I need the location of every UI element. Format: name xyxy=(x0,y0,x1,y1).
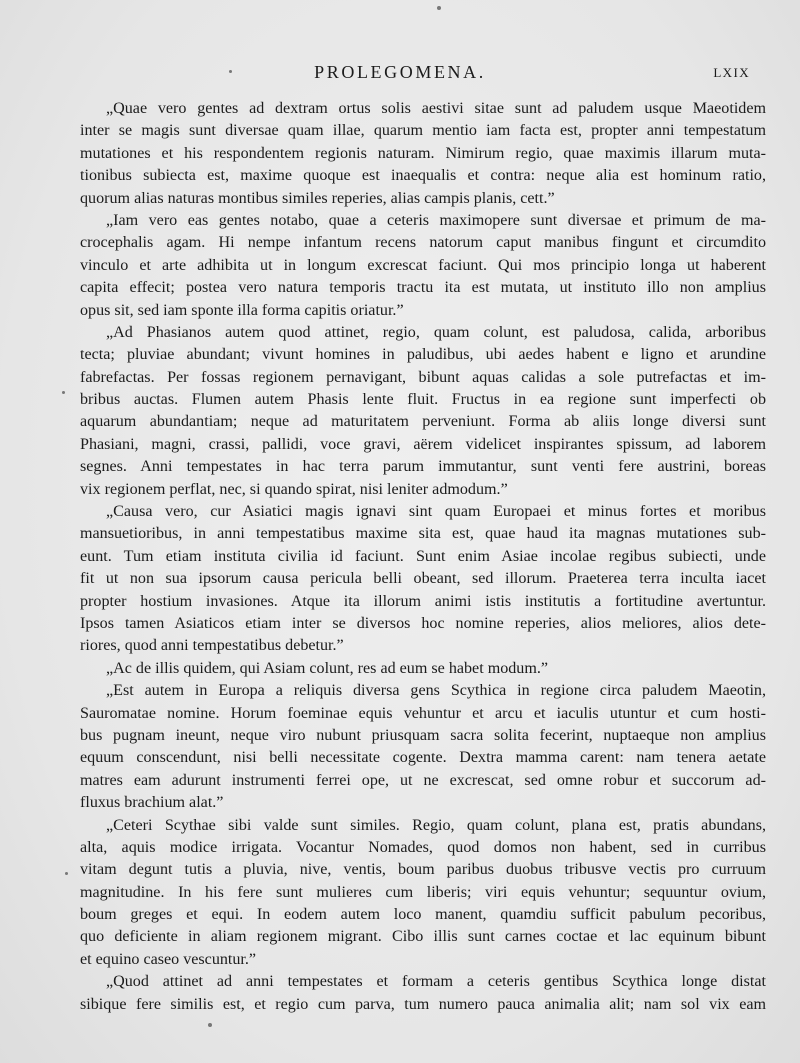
text-line: fabrefactas. Per fossas regionem pernavigant, bibunt aquas calidas a sole putrefactas et im- xyxy=(80,368,766,386)
text-line: sibique fere similis est, et regio cum parva, tum numero pauca animalia alit; nam sol vix eam xyxy=(80,995,766,1013)
text-line: „Est autem in Europa a reliquis diversa gens Scythica in regione circa paludem Maeotin, xyxy=(106,682,766,700)
text-line: equum conscendunt, nisi belli necessitate cogente. Dextra mamma carent: nam tenera aetate xyxy=(80,749,766,767)
text-line: bus pugnam ineunt, neque viro nubunt priusquam sacra solita fecerint, nuptaeque non amplius xyxy=(80,726,766,744)
text-line: „Ad Phasianos autem quod attinet, regio, quam colunt, est paludosa, calida, arboribus xyxy=(106,323,766,341)
text-line: matres eam adurunt instrumenti ferrei ope, ut ne excrescat, sed omne robur et succorum ad- xyxy=(80,771,766,789)
text-line: „Quae vero gentes ad dextram ortus solis aestivi sitae sunt ad paludem usque Maeotidem xyxy=(106,100,766,117)
text-line: bribus auctas. Flumen autem Phasis lente fluit. Fructus in ea regione sunt imperfecti ob xyxy=(80,391,766,409)
text-line: fit ut non sua ipsorum causa pericula belli obeant, sed illorum. Praeterea terra inculta iacet xyxy=(80,570,766,588)
text-line: tionibus subiecta est, maxime quoque est inaequalis et contra: neque alia est hominum ratio, xyxy=(80,167,766,185)
text-line: fluxus brachium alat.” xyxy=(80,794,224,812)
text-line: mansuetioribus, in anni tempestatibus maxime sita est, quae haud ita magnas mutationes sub- xyxy=(80,525,766,543)
page-number: LXIX xyxy=(713,65,750,80)
text-line: vitam degunt tutis a pluvia, nive, ventis, boum paribus duobus tribusve vectis pro curruum xyxy=(80,861,766,879)
text-line: vix regionem perflat, nec, si quando spirat, nisi leniter admodum.” xyxy=(80,480,508,498)
body-text xyxy=(80,98,766,1016)
paper-speck xyxy=(229,70,232,73)
text-line: aquarum abundantiam; neque ad maturitatem perveniunt. Forma ab aliis longe diversi sunt xyxy=(80,413,766,431)
page-header xyxy=(0,62,800,86)
text-line: „Iam vero eas gentes notabo, quae a ceteris maximopere sunt diversae et primum de ma- xyxy=(106,211,766,229)
text-line: vinculo et arte adhibita ut in longum excrescat faciunt. Qui mos principio longa ut haberent xyxy=(80,256,766,274)
text-line: propter hostium invasiones. Atque ita illorum animi istis institutis a fortitudine avertuntur. xyxy=(80,592,766,610)
text-line: capita effecit; postea vero natura temporis tractu ita est mutata, ut instituto illo non amplius xyxy=(80,279,766,297)
text-line: eunt. Tum etiam instituta civilia id faciunt. Sunt enim Asiae incolae regibus subiecti, unde xyxy=(80,547,766,565)
text-line: tecta; pluviae abundant; vivunt homines in paludibus, ubi aedes habent e ligno et arundine xyxy=(80,346,766,364)
text-line: alta, aquis modice irrigata. Vocantur Nomades, quod domos non habent, sed in curribus xyxy=(80,838,766,856)
text-line: mutationes et his respondentem regionis naturam. Nimirum regio, quae maximis illarum muta- xyxy=(80,144,766,162)
text-line: „Causa vero, cur Asiatici magis ignavi sint quam Europaei et minus fortes et moribus xyxy=(106,503,766,521)
text-line: riores, quod anni tempestatibus debetur.” xyxy=(80,637,344,655)
text-line: „Ac de illis quidem, qui Asiam colunt, res ad eum se habet modum.” xyxy=(106,659,549,677)
text-line: magnitudine. In his fere sunt mulieres cum liberis; viri equis vehuntur; sequuntur ovium, xyxy=(80,883,766,901)
text-line: Sauromatae nomine. Horum foeminae equis vehuntur et arcu et iaculis utuntur et cum hosti- xyxy=(80,704,766,722)
text-line: segnes. Anni tempestates in hac terra parum immutantur, sunt venti fere austrini, boreas xyxy=(80,458,766,476)
paper-speck xyxy=(65,872,68,875)
text-line: „Quod attinet ad anni tempestates et formam a ceteris gentibus Scythica longe distat xyxy=(106,973,766,991)
running-title: PROLEGOMENA. xyxy=(314,62,486,82)
paper-speck xyxy=(208,1023,212,1027)
text-line: opus sit, sed iam sponte illa forma capitis oriatur.” xyxy=(80,301,404,319)
text-line: inter se magis sunt diversae quam illae, quarum mentio iam facta est, propter anni tempestatum xyxy=(80,122,766,140)
paper-speck xyxy=(437,6,441,10)
text-line: boum greges et equi. In eodem autem loco manent, quamdiu sufficit pabulum pecoribus, xyxy=(80,906,766,924)
paper-speck xyxy=(62,391,65,394)
text-line: Ipsos tamen Asiaticos etiam inter se diversos hoc nomine reperies, alios meliores, alios dete- xyxy=(80,614,766,632)
text-line: „Ceteri Scythae sibi valde sunt similes. Regio, quam colunt, plana est, pratis abundans, xyxy=(106,816,766,834)
text-line: et equino caseo vescuntur.” xyxy=(80,950,257,968)
text-line: quo deficiente in aliam regionem migrant. Cibo illis sunt carnes coctae et lac equinum bibunt xyxy=(80,928,766,946)
text-line: Phasiani, magni, crassi, pallidi, voce gravi, aërem videlicet inspirantes spissum, ad laborem xyxy=(80,435,766,453)
text-line: crocephalis agam. Hi nempe infantum recens natorum caput manibus fingunt et circumdito xyxy=(80,234,766,252)
text-line: quorum alias naturas montibus similes reperies, alias campis planis, cett.” xyxy=(80,189,555,207)
